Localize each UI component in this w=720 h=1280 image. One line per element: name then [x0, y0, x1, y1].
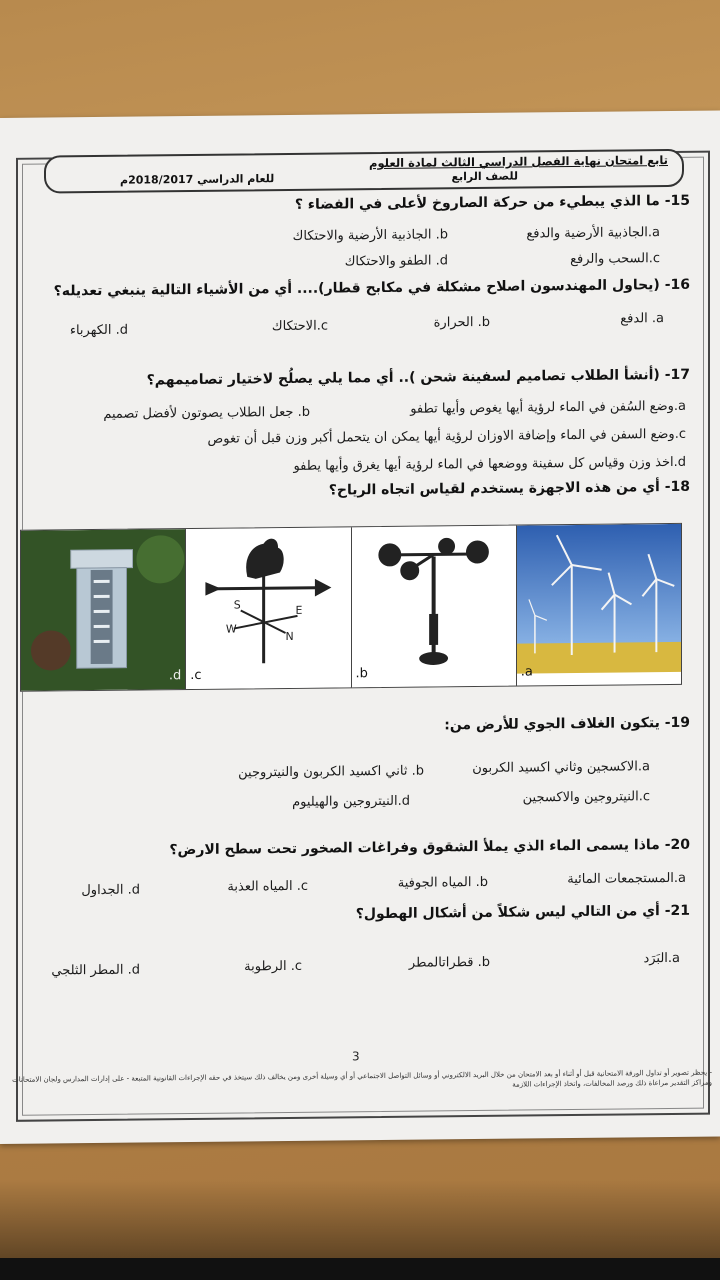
question-19: 19- يتكون الغلاف الجوي للأرض من:	[444, 714, 690, 734]
q19-option-d: d.النيتروجين والهيليوم	[292, 793, 410, 810]
q15-option-c: c.السحب والرفع	[570, 251, 660, 268]
svg-text:N: N	[285, 629, 294, 644]
exam-header	[44, 149, 684, 194]
svg-text:W: W	[226, 622, 237, 636]
question-16: 16- (يحاول المهندسون اصلاح مشكلة في مكابح قطار).... أي من الأشياء التالية ينبغي تعديله؟	[53, 276, 690, 300]
q16-option-c: c.الاحتكاك	[271, 318, 328, 335]
q17-option-a: a.وضع السُفن في الماء لرؤية أيها يغوص وأيها تطفو	[410, 398, 686, 417]
question-20: 20- ماذا يسمى الماء الذي يملأ الشقوق وفراغات الصخور تحت سطح الارض؟	[169, 836, 690, 859]
q18-option-a	[516, 524, 681, 686]
q18-label-b: .b	[355, 666, 368, 682]
q21-option-a: a.البَرَد	[643, 950, 680, 967]
q18-image-options	[20, 523, 682, 692]
q20-option-a: a.المستجمعات المائية	[567, 870, 686, 888]
question-17: 17- (أنشأ الطلاب تصاميم لسفينة شحن ).. أي مما يلي يصلُح لاختيار تصاميمهم؟	[146, 366, 690, 389]
q18-label-c: .c	[190, 667, 202, 684]
q20-option-c: c. المياه العذبة	[227, 878, 308, 895]
q19-option-a: a.الاكسجين وثاني اكسيد الكربون	[472, 759, 650, 777]
q20-option-b: b. المياه الجوفية	[397, 874, 488, 891]
q16-option-d: d. الكهرباء	[69, 322, 128, 339]
q18-option-b	[351, 526, 516, 688]
rain-gauge-image	[21, 529, 185, 691]
footer-warning: - يحظر تصوير أو تداول الورقة الامتحانية قبل أو أثناء أو بعد الامتحان من خلال البريد الالكتروني أو وسائل التواصل الاجتماعي أو أي وسيلة أخرى ومن يخالف ذلك سيتخذ في حقه الإجراءات القانونية المتبعة - على إدارات المدارس ولجان الامتحانات ومراكز التقدير مراعاة ذلك ورصد المخالفات، واتخاذ الإجراءات اللازمة	[12, 1068, 712, 1089]
q18-label-d: .d	[168, 668, 182, 684]
q19-option-c: c.النيتروجين والاكسجين	[522, 789, 650, 806]
question-18: 18- أي من هذه الاجهزة يستخدم لقياس اتجاه الرياح؟	[328, 478, 690, 499]
weather-vane-image	[186, 527, 350, 689]
q18-option-d	[21, 529, 185, 691]
q21-option-d: d. المطر الثلجي	[51, 962, 140, 979]
q17-option-c: c.وضع السفن في الماء وإضافة الاوزان لرؤية أيها يمكن ان يتحمل أكبر وزن قبل أن تغوص	[207, 426, 686, 447]
exam-paper	[0, 110, 720, 1144]
page-number: 3	[352, 1049, 360, 1064]
q15-option-b: b. الجاذبية الأرضية والاحتكاك	[292, 227, 448, 244]
svg-text:E: E	[295, 603, 303, 617]
year-label: للعام الدراسي 2018/2017م	[120, 172, 275, 187]
anemometer-image	[352, 526, 516, 688]
q21-option-b: b. قطراتالمطر	[408, 954, 490, 971]
exam-title: تابع امتحان نهاية الفصل الدراسي الثالث لمادة العلوم	[369, 153, 668, 171]
q16-option-a: a. الدفع	[620, 311, 664, 327]
q18-label-a: .a	[520, 664, 533, 680]
question-15: 15- ما الذي يبطيء من حركة الصاروخ لأعلى في الفضاء ؟	[294, 192, 690, 213]
question-21: 21- أي من التالي ليس شكلاً من أشكال الهطول؟	[355, 902, 690, 923]
wind-turbines-image	[517, 524, 681, 686]
svg-text:S: S	[234, 598, 241, 612]
grade-label: للصف الرابع	[451, 169, 518, 184]
q19-option-b: b. ثاني اكسيد الكربون والنيتروجين	[238, 763, 424, 781]
q15-option-d: d. الطفو والاحتكاك	[344, 253, 448, 270]
q20-option-d: d. الجداول	[81, 882, 140, 899]
q18-option-c	[185, 527, 350, 689]
q17-option-d: d.اخذ وزن وقياس كل سفينة ووضعها في الماء لرؤية أيها يغرق وأيها يطفو	[293, 454, 686, 474]
q21-option-c: c. الرطوبة	[244, 958, 302, 975]
q15-option-a: a.الجاذبية الأرضية والدفع	[526, 225, 660, 242]
q16-option-b: b. الحرارة	[433, 314, 490, 331]
q17-option-b: b. جعل الطلاب يصوتون لأفضل تصميم	[103, 404, 310, 422]
